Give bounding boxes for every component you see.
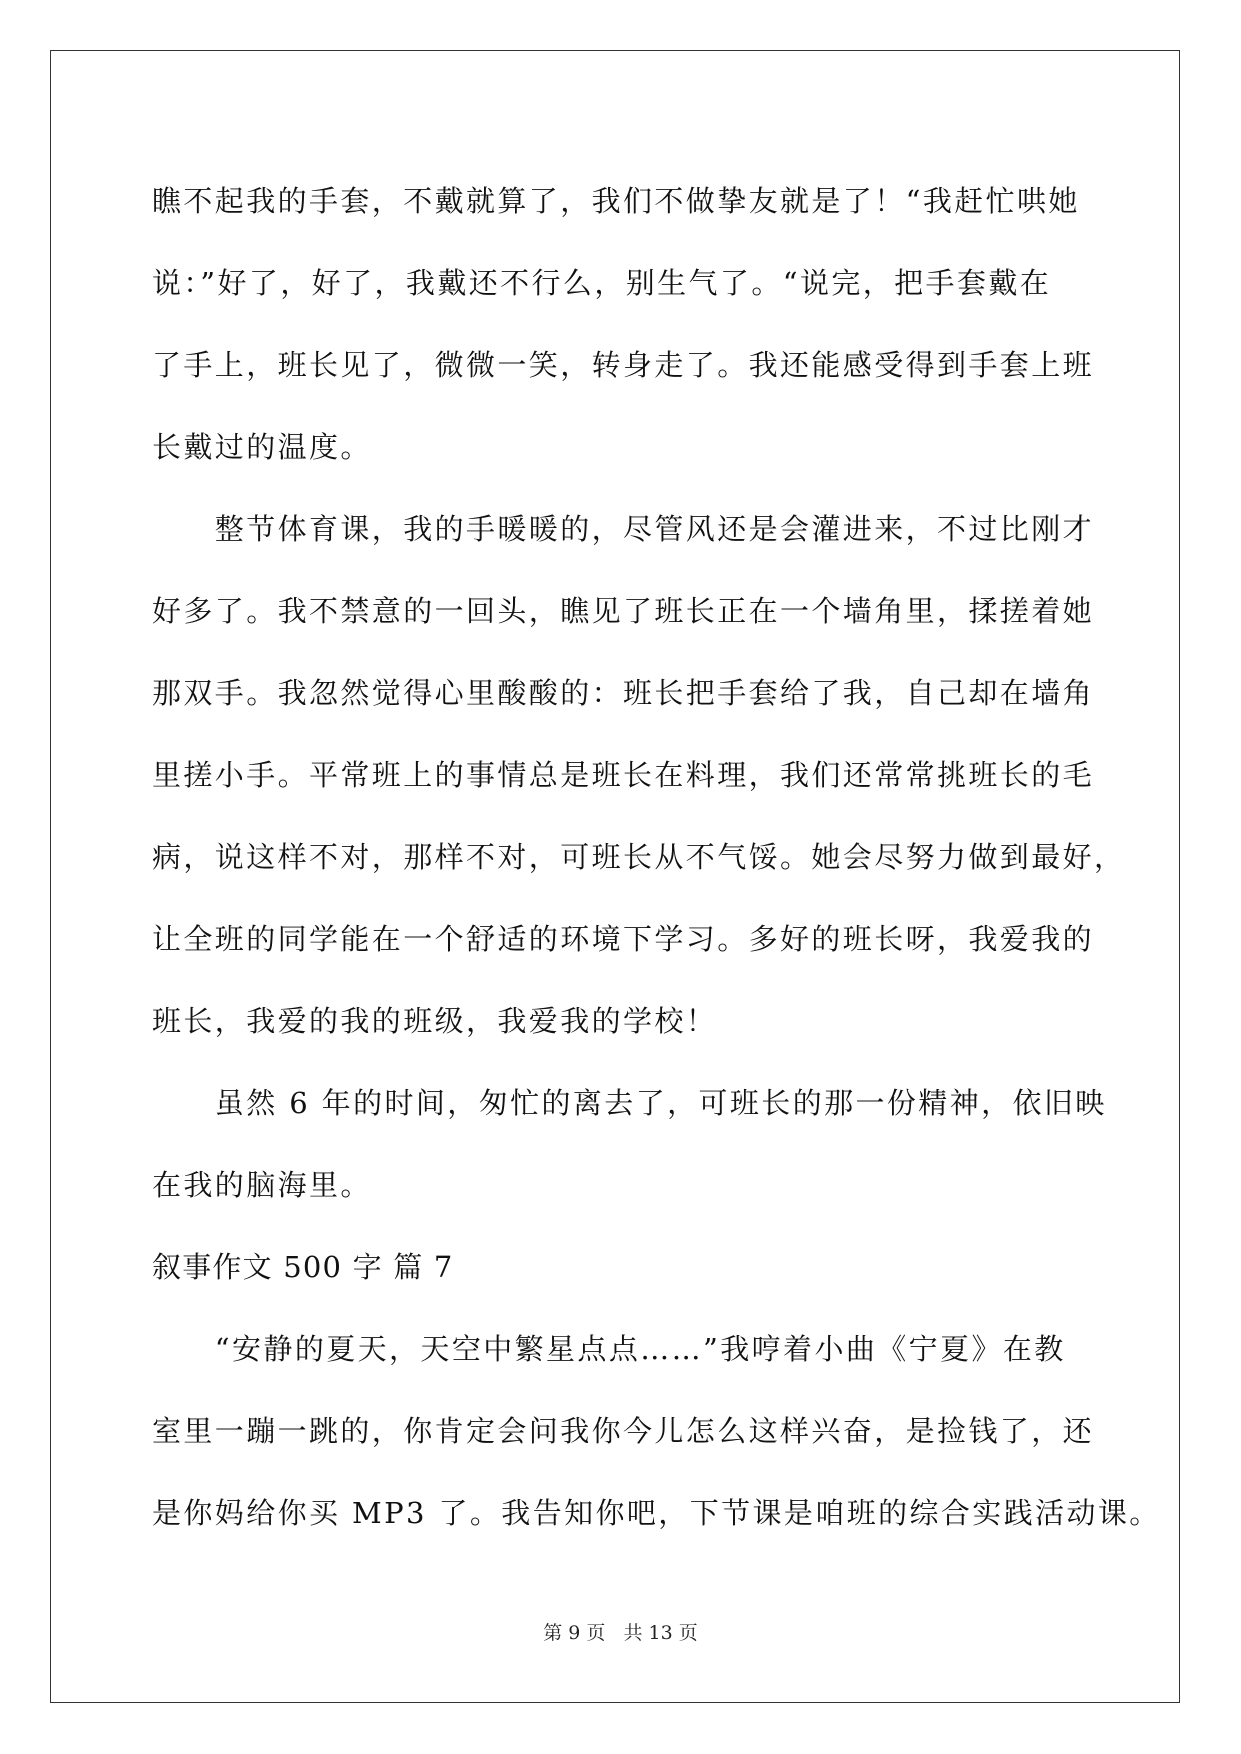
text-line: 班长，我爱的我的班级，我爱我的学校！ xyxy=(152,1004,718,1038)
text-line: 了手上，班长见了，微微一笑，转身走了。我还能感受得到手套上班 xyxy=(152,348,1095,382)
document-body xyxy=(152,160,1161,1554)
text-line: 那双手。我忽然觉得心里酸酸的：班长把手套给了我，自己却在墙角 xyxy=(152,676,1095,710)
page-number-footer: 第 9 页 共 13 页 xyxy=(543,1622,698,1644)
text-line: 虽然 6 年的时间，匆忙的离去了，可班长的那一份精神，依旧映 xyxy=(152,1086,1107,1120)
text-line: 说：”好了，好了，我戴还不行么，别生气了。“说完，把手套戴在 xyxy=(152,266,1052,300)
section-heading: 叙事作文 500 字 篇 7 xyxy=(152,1250,454,1284)
text-line: 瞧不起我的手套，不戴就算了，我们不做挚友就是了！“我赶忙哄她 xyxy=(152,184,1080,218)
text-line: 在我的脑海里。 xyxy=(152,1168,372,1202)
text-line: 好多了。我不禁意的一回头，瞧见了班长正在一个墙角里，揉搓着她 xyxy=(152,594,1095,628)
text-line: 里搓小手。平常班上的事情总是班长在料理，我们还常常挑班长的毛 xyxy=(152,758,1095,792)
text-line: 整节体育课，我的手暖暖的，尽管风还是会灌进来，不过比刚才 xyxy=(152,512,1095,546)
text-line: 病，说这样不对，那样不对，可班长从不气馁。她会尽努力做到最好， xyxy=(152,840,1126,874)
text-line: 室里一蹦一跳的，你肯定会问我你今儿怎么这样兴奋，是捡钱了，还 xyxy=(152,1414,1095,1448)
text-line: 长戴过的温度。 xyxy=(152,430,372,464)
text-line: 是你妈给你买 MP3 了。我告知你吧，下节课是咱班的综合实践活动课。 xyxy=(152,1496,1161,1530)
text-line: 让全班的同学能在一个舒适的环境下学习。多好的班长呀，我爱我的 xyxy=(152,922,1095,956)
text-line: “安静的夏天，天空中繁星点点……”我哼着小曲《宁夏》在教 xyxy=(152,1332,1066,1366)
